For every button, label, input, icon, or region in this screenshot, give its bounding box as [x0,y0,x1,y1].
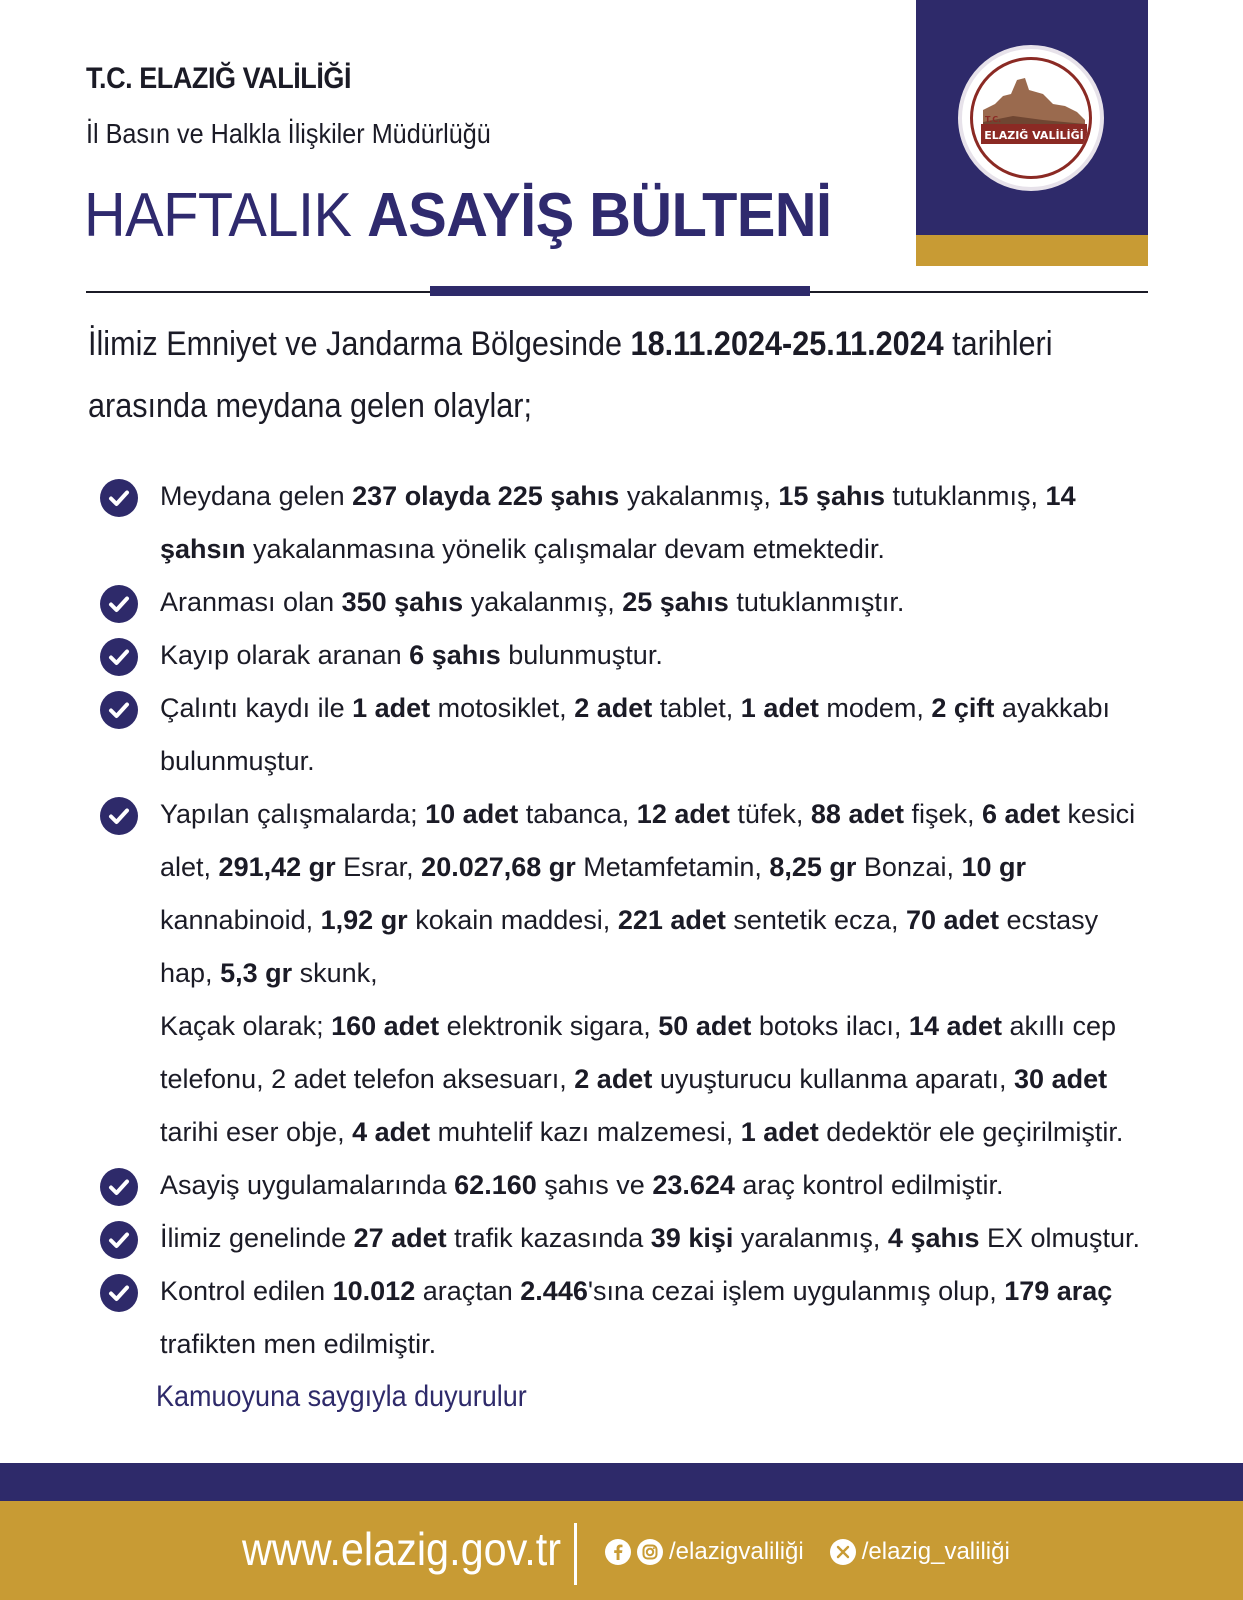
bullet-segment: sentetik ecza, [725,905,906,935]
bullet-item [100,629,1145,682]
bullet-segment: akıllı cep telefonu, 2 adet telefon aksesuarı, [160,1011,1117,1094]
social-links [605,1538,1010,1566]
bullet-segment: yakalanmış, [619,481,779,511]
bullet-highlight: 25 şahıs [622,587,729,617]
closing-note: Kamuoyuna saygıyla duyurulur [156,1380,527,1413]
bullet-highlight: 6 şahıs [409,640,501,670]
bullet-text [160,1265,1145,1371]
bullet-text [160,470,1145,576]
bullet-highlight: 70 adet [905,905,1000,935]
bullet-highlight: 5,3 gr [220,958,293,988]
bullet-highlight: 15 şahıs [778,481,885,511]
seal-banner-text: ELAZIĞ VALİLİĞİ [984,129,1084,142]
bullet-segment: kannabinoid, [160,905,321,935]
bullet-segment: trafik kazasında [446,1223,651,1253]
bulletin-title [84,180,832,251]
bullet-highlight: 179 araç [1004,1276,1113,1306]
bullet-segment: elektronik sigara, [439,1011,659,1041]
bullet-highlight: 6 adet [982,799,1061,829]
bullet-segment: 'sına cezai işlem uygulanmış olup, [587,1276,1005,1306]
bullet-highlight: 350 şahıs [341,587,464,617]
bullet-segment: tutuklanmış, [884,481,1046,511]
bullet-segment: trafikten men edilmiştir. [160,1329,437,1359]
bullet-segment: fişek, [903,799,982,829]
bullet-item [100,470,1145,576]
bullet-item [100,1212,1145,1265]
bullet-segment: muhtelif kazı malzemesi, [430,1117,741,1147]
check-circle-icon [100,1221,138,1259]
bullet-highlight: 1,92 gr [320,905,408,935]
bullet-segment: Esrar, [335,852,422,882]
castle-icon [973,60,1092,179]
bullet-segment: Meydana gelen [160,481,353,511]
bullet-text [160,629,1145,682]
title-light: HAFTALIK [84,181,352,250]
social-handle-fb-ig[interactable]: /elazigvaliliği [669,1538,804,1565]
bullet-segment: tabanca, [518,799,637,829]
bullet-segment: ayakkabı bulunmuştur. [160,693,1110,776]
bullet-highlight: 27 adet [353,1223,447,1253]
bullet-item [100,576,1145,629]
bullet-highlight: 1 adet [352,693,431,723]
check-circle-icon [100,638,138,676]
bullet-segment: Kaçak olarak; [160,1011,332,1041]
bullet-segment: kokain maddesi, [407,905,618,935]
bullet-segment: Metamfetamin, [575,852,770,882]
bullet-segment: Kontrol edilen [160,1276,333,1306]
bullet-highlight: 10.012 [332,1276,416,1306]
bullet-segment: Bonzai, [856,852,962,882]
bullet-segment: yakalanmasına yönelik çalışmalar devam etmektedir. [245,534,885,564]
bullet-segment: motosiklet, [430,693,575,723]
bullet-highlight: 14 adet [908,1011,1002,1041]
bullet-highlight: 50 adet [658,1011,752,1041]
governorship-seal [958,45,1104,191]
title-bold: ASAYİŞ BÜLTENİ [367,181,832,250]
logo-gold-strip [916,235,1148,266]
bullet-highlight: 1 adet [740,693,819,723]
header-accent-bar [430,286,810,296]
bullet-highlight: 221 adet [617,905,726,935]
bullet-text [160,1159,1145,1212]
bullet-highlight: 12 adet [636,799,730,829]
department-name: İl Basın ve Halkla İlişkiler Müdürlüğü [86,118,491,149]
bullet-highlight: 88 adet [810,799,904,829]
bullet-segment: uyuşturucu kullanma aparatı, [652,1064,1015,1094]
bullet-segment: dedektör ele geçirilmiştir. [818,1117,1124,1147]
bullet-item [100,788,1145,1159]
bullet-highlight: 23.624 [652,1170,735,1200]
bullet-highlight: 2 adet [574,693,653,723]
bullet-highlight: 4 şahıs [887,1223,980,1253]
bullet-segment: skunk, [292,958,378,988]
instagram-icon[interactable] [637,1539,663,1565]
bullet-segment: Çalıntı kaydı ile [160,693,353,723]
bullet-highlight: 2 çift [931,693,995,723]
check-circle-icon [100,1274,138,1312]
bullet-item [100,1159,1145,1212]
organization-name: T.C. ELAZIĞ VALİLİĞİ [86,62,352,95]
bullet-highlight: 10 adet [425,799,519,829]
bullet-highlight: 14 şahsın [160,481,1076,564]
check-circle-icon [100,479,138,517]
bullet-segment: Yapılan çalışmalarda; [160,799,426,829]
intro-dates: 18.11.2024-25.11.2024 [630,325,944,363]
bullet-highlight: 10 gr [961,852,1027,882]
bullet-highlight: 8,25 gr [769,852,857,882]
bullet-text [160,788,1145,1159]
bullet-text [160,576,1145,629]
bullet-highlight: 160 adet [331,1011,440,1041]
bullet-text [160,1212,1145,1265]
bullet-segment: ecstasy hap, [160,905,1099,988]
bullet-segment: araç kontrol edilmiştir. [734,1170,1004,1200]
check-circle-icon [100,1168,138,1206]
bullet-segment: tutuklanmıştır. [728,587,905,617]
bullet-segment: kesici alet, [160,799,1136,882]
intro-before: İlimiz Emniyet ve Jandarma Bölgesinde [88,325,631,363]
bullet-segment: araçtan [415,1276,521,1306]
facebook-icon[interactable] [605,1539,631,1565]
footer-divider [574,1523,577,1585]
bullet-highlight: 39 kişi [650,1223,734,1253]
bullet-highlight: 4 adet [352,1117,431,1147]
bullet-segment: botoks ilacı, [751,1011,909,1041]
seal-emblem [970,57,1092,179]
bullet-highlight: 2 adet [574,1064,653,1094]
bullet-highlight: 2.446 [520,1276,588,1306]
check-circle-icon [100,691,138,729]
bullet-segment: modem, [818,693,932,723]
bullet-highlight: 20.027,68 gr [421,852,576,882]
bullet-segment: şahıs ve [536,1170,653,1200]
bullet-segment: İlimiz genelinde [160,1223,354,1253]
bullet-segment: tarihi eser obje, [160,1117,353,1147]
website-url[interactable]: www.elazig.gov.tr [242,1523,562,1575]
bullet-segment: EX olmuştur. [979,1223,1141,1253]
intro-after: tarihleri arasında meydana gelen olaylar; [88,325,1053,425]
check-circle-icon [100,797,138,835]
bullet-highlight: 1 adet [740,1117,819,1147]
bullet-segment: tüfek, [729,799,811,829]
bullet-segment: tablet, [652,693,741,723]
bullet-highlight: 237 olayda 225 şahıs [352,481,620,511]
bullet-segment: Aranması olan [160,587,342,617]
bullet-segment: yakalanmış, [463,587,623,617]
seal-top-text: T.C. [985,115,1002,124]
check-circle-icon [100,585,138,623]
bullet-segment: Asayiş uygulamalarında [160,1170,455,1200]
bullet-item [100,1265,1145,1371]
bullet-item [100,682,1145,788]
bullet-highlight: 30 adet [1014,1064,1108,1094]
bullet-segment: yaralanmış, [733,1223,888,1253]
bullet-highlight: 62.160 [454,1170,537,1200]
x-icon[interactable] [830,1539,856,1565]
bullet-highlight: 291,42 gr [218,852,336,882]
bullet-segment: bulunmuştur. [500,640,663,670]
footer-blue-band [0,1463,1243,1501]
bullet-list [100,470,1145,1371]
intro-paragraph [88,313,1148,437]
bullet-text [160,682,1145,788]
bullet-segment: Kayıp olarak aranan [160,640,410,670]
social-handle-x[interactable]: /elazig_valiliği [861,1538,1010,1565]
